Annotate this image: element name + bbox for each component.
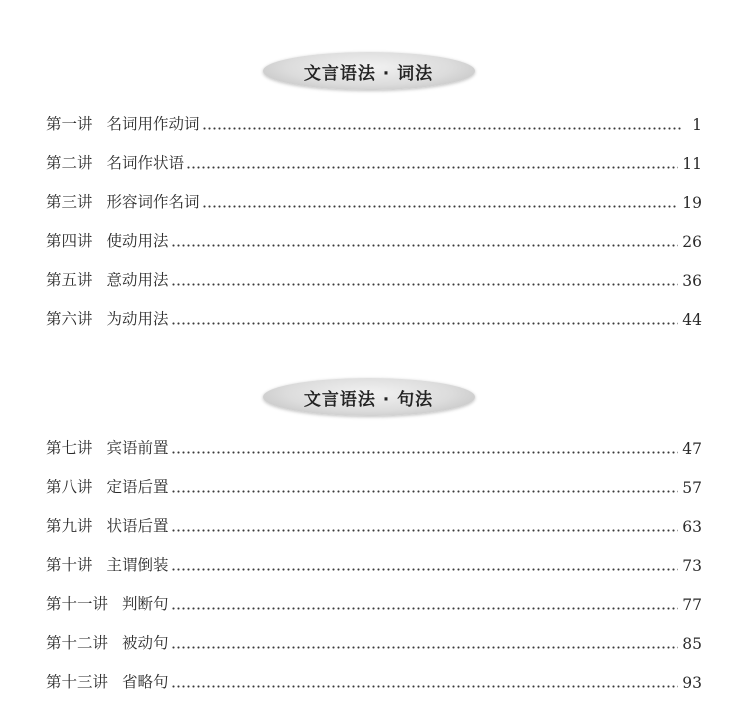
lecture-number: 第十讲	[46, 556, 93, 574]
lecture-title: 主谓倒装	[106, 556, 169, 574]
page-number: 57	[682, 479, 702, 497]
lecture-number: 第一讲	[46, 115, 93, 133]
toc-entry[interactable]	[46, 497, 702, 536]
lecture-title: 名词用作动词	[106, 115, 200, 133]
dot-leader	[202, 127, 682, 130]
page-number: 73	[682, 557, 702, 575]
page-number: 36	[682, 272, 702, 290]
lecture-title: 定语后置	[106, 478, 169, 496]
toc-entry[interactable]	[46, 458, 702, 497]
lecture-title: 使动用法	[106, 232, 169, 250]
toc-entry[interactable]	[46, 290, 702, 329]
lecture-number: 第六讲	[46, 310, 93, 328]
toc-entry[interactable]	[46, 212, 702, 251]
toc-entry[interactable]	[46, 536, 702, 575]
page-number: 11	[682, 155, 702, 173]
dot-leader	[171, 283, 679, 286]
dot-leader	[171, 322, 679, 325]
toc-entry[interactable]	[46, 575, 702, 614]
lecture-number: 第十三讲	[46, 673, 109, 691]
page-number: 19	[682, 194, 702, 212]
dot-leader	[171, 529, 679, 532]
page-number: 85	[682, 635, 702, 653]
toc-entry[interactable]	[46, 251, 702, 290]
toc-list-morphology	[46, 95, 702, 329]
lecture-title: 意动用法	[106, 271, 169, 289]
toc-entry[interactable]	[46, 614, 702, 653]
dot-leader	[171, 490, 679, 493]
lecture-number: 第八讲	[46, 478, 93, 496]
lecture-title: 状语后置	[106, 517, 169, 535]
page-number: 77	[682, 596, 702, 614]
lecture-title: 判断句	[122, 595, 169, 613]
lecture-title: 省略句	[122, 673, 169, 691]
page-number: 44	[682, 311, 702, 329]
toc-entry[interactable]	[46, 173, 702, 212]
page-number: 93	[682, 674, 702, 692]
dot-leader	[171, 607, 679, 610]
dot-leader	[186, 166, 678, 169]
lecture-number: 第二讲	[46, 154, 93, 172]
section-title: 文言语法 · 词法	[263, 52, 475, 90]
toc-entry[interactable]	[46, 653, 702, 692]
dot-leader	[171, 685, 679, 688]
lecture-number: 第十一讲	[46, 595, 109, 613]
lecture-number: 第四讲	[46, 232, 93, 250]
dot-leader	[171, 244, 679, 247]
lecture-number: 第十二讲	[46, 634, 109, 652]
section-header-syntax	[0, 372, 737, 422]
dot-leader	[171, 568, 679, 571]
lecture-title: 宾语前置	[106, 439, 169, 457]
dot-leader	[171, 646, 679, 649]
lecture-number: 第七讲	[46, 439, 93, 457]
lecture-title: 形容词作名词	[106, 193, 200, 211]
toc-entry[interactable]	[46, 419, 702, 458]
toc-entry[interactable]	[46, 134, 702, 173]
page-number: 47	[682, 440, 702, 458]
section-title: 文言语法 · 句法	[263, 378, 475, 416]
page-number: 26	[682, 233, 702, 251]
dot-leader	[202, 205, 679, 208]
lecture-title: 为动用法	[106, 310, 169, 328]
page-number: 63	[682, 518, 702, 536]
lecture-title: 名词作状语	[106, 154, 185, 172]
toc-entry[interactable]	[46, 95, 702, 134]
lecture-number: 第九讲	[46, 517, 93, 535]
toc-list-syntax	[46, 419, 702, 692]
dot-leader	[171, 451, 679, 454]
lecture-number: 第五讲	[46, 271, 93, 289]
lecture-title: 被动句	[122, 634, 169, 652]
page-number: 1	[692, 116, 702, 134]
lecture-number: 第三讲	[46, 193, 93, 211]
section-header-morphology	[0, 46, 737, 96]
